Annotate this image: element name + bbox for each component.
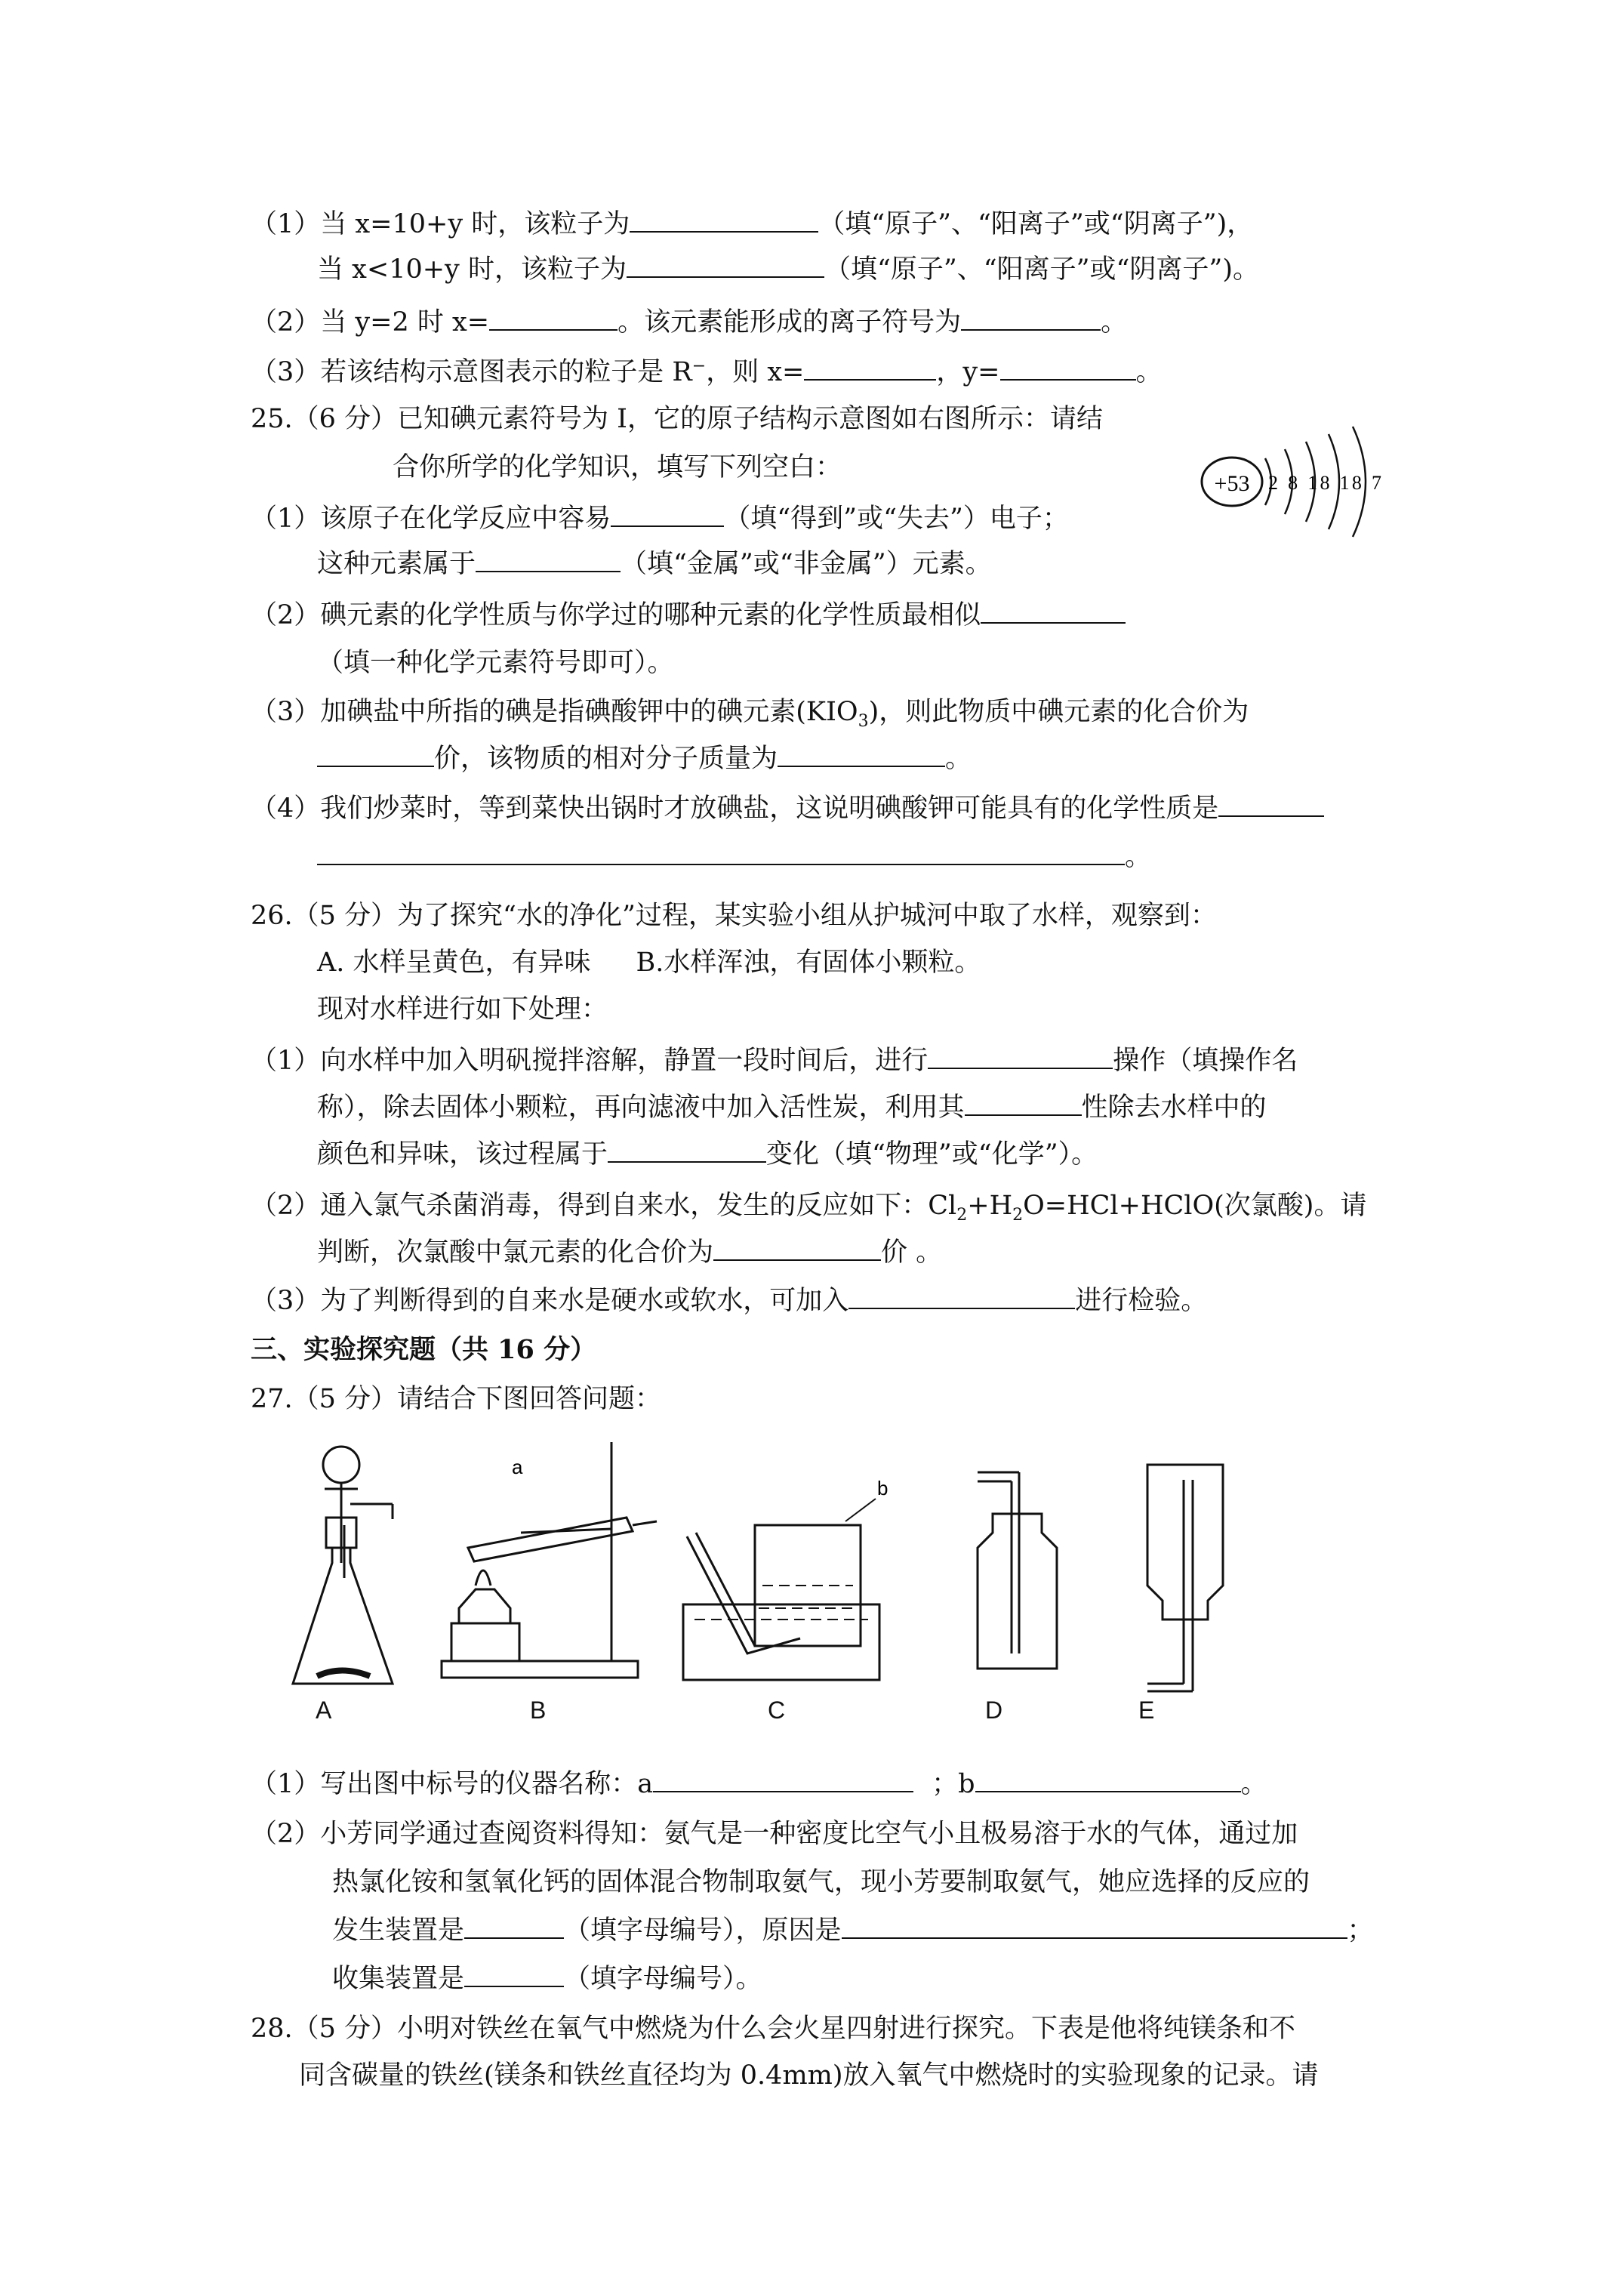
q25-part4b <box>317 840 1151 874</box>
apparatus-c-trough <box>683 1499 879 1680</box>
answer-blank[interactable] <box>928 1045 1113 1069</box>
answer-blank[interactable] <box>961 307 1101 331</box>
apparatus-label-e: E <box>1138 1697 1155 1724</box>
q26-stem: 26.（5 分）为了探究“水的净化”过程，某实验小组从护城河中取了水样，观察到： <box>251 901 1217 931</box>
answer-blank[interactable] <box>464 1963 564 1987</box>
q24-p3-text: （3）若该结构示意图表示的粒子是 R <box>251 357 692 387</box>
q25-part2b: （填一种化学元素符号即可）。 <box>317 648 674 678</box>
answer-blank[interactable] <box>842 1915 1347 1939</box>
charge-superscript: − <box>691 356 707 376</box>
q27-part1 <box>251 1767 1267 1801</box>
q26-p2b-text: 判断，次氯酸中氯元素的化合价为 <box>317 1237 714 1268</box>
answer-blank[interactable] <box>713 1237 881 1261</box>
answer-blank[interactable] <box>611 503 724 527</box>
answer-blank[interactable] <box>1000 356 1136 381</box>
iodine-atom-diagram <box>1193 419 1397 547</box>
q25-p3b-text: 价，该物质的相对分子质量为 <box>434 744 778 774</box>
answer-blank[interactable] <box>1218 793 1324 817</box>
q26-p1c-text: 颜色和异味，该过程属于 <box>317 1139 608 1170</box>
q24-p1b-hint: （填“原子”、“阳离子”或“阴离子”)。 <box>824 254 1259 285</box>
q25-p3b-end: 。 <box>945 744 972 774</box>
answer-blank[interactable] <box>965 1092 1082 1116</box>
q24-p2-mid: 。该元素能形成的离子符号为 <box>617 307 962 337</box>
apparatus-e-bottle <box>1147 1465 1223 1691</box>
q28-stem-line1: 28.（5 分）小明对铁丝在氧气中燃烧为什么会火星四射进行探究。下表是他将纯镁条和不 <box>251 2014 1296 2044</box>
q24-part3 <box>251 355 1163 390</box>
answer-blank[interactable] <box>317 743 434 767</box>
q24-p2-end: 。 <box>1101 307 1128 337</box>
marker-a: a <box>512 1456 523 1478</box>
q24-p1a-hint: （填“原子”、“阳离子”或“阴离子”)， <box>818 209 1254 239</box>
q24-p1a-text: （1）当 x=10+y 时，该粒子为 <box>251 209 630 239</box>
q25-p4b-end: 。 <box>1125 842 1152 872</box>
q27-p2d-end: （填字母编号）。 <box>564 1964 762 1994</box>
q24-p3-end: 。 <box>1135 357 1163 387</box>
q26-observation-a: A. 水样呈黄色，有异味 <box>317 948 591 978</box>
q24-p3-mid: ，则 x= <box>706 357 805 387</box>
q26-part2a <box>251 1188 1366 1223</box>
q25-p1b-hint: （填“金属”或“非金属”）元素。 <box>621 549 992 579</box>
q25-part4a <box>251 791 1324 826</box>
q27-part2c <box>332 1913 1374 1948</box>
q25-p2a-text: （2）碘元素的化学性质与你学过的哪种元素的化学性质最相似 <box>251 600 981 630</box>
q26-p1b-text: 称），除去固体小颗粒，再向滤液中加入活性炭，利用其 <box>317 1093 965 1123</box>
answer-blank[interactable] <box>317 841 1125 865</box>
q27-p2d-text: 收集装置是 <box>332 1964 465 1994</box>
q27-p2c-text: 发生装置是 <box>332 1915 465 1946</box>
q24-p3-y: ，y= <box>936 357 1000 387</box>
q24-part1a <box>251 207 1253 242</box>
q25-part1b <box>317 547 992 581</box>
q26-part1c <box>317 1137 1098 1172</box>
apparatus-d-bottle <box>978 1472 1057 1669</box>
q27-p2c-end: ； <box>1347 1915 1374 1946</box>
answer-blank[interactable] <box>975 1768 1241 1792</box>
q26-observations <box>317 945 981 980</box>
formula-subscript: 2 <box>1012 1206 1024 1225</box>
answer-blank[interactable] <box>476 548 621 572</box>
q26-p1a-end: 操作（填操作名 <box>1113 1046 1298 1076</box>
q26-part1a <box>251 1043 1298 1078</box>
q25-p3a-end: )，则此物质中碘元素的化合价为 <box>868 697 1249 727</box>
answer-blank[interactable] <box>627 254 824 278</box>
apparatus-label-c: C <box>768 1697 786 1724</box>
shell-electron-counts: 2 8 18 18 7 <box>1268 472 1381 494</box>
q27-p1-mid: ；b <box>932 1769 975 1799</box>
q26-part2b <box>317 1235 942 1270</box>
q25-part3b <box>317 741 972 776</box>
q24-part1b <box>317 252 1259 287</box>
q26-observation-b: B.水样浑浊，有固体小颗粒。 <box>636 948 981 978</box>
q24-p2-text: （2）当 y=2 时 x= <box>251 307 490 337</box>
answer-blank[interactable] <box>464 1915 564 1939</box>
formula-subscript: 2 <box>956 1206 968 1225</box>
q27-part2a: （2）小芳同学通过查阅资料得知：氨气是一种密度比空气小且极易溶于水的气体，通过加 <box>251 1819 1298 1849</box>
q24-part2 <box>251 305 1127 340</box>
q27-stem: 27.（5 分）请结合下图回答问题： <box>251 1384 662 1414</box>
apparatus-label-d: D <box>985 1697 1003 1724</box>
q25-part2a <box>251 598 1126 633</box>
answer-blank[interactable] <box>848 1285 1075 1309</box>
q25-stem-line2: 合你所学的化学知识，填写下列空白： <box>393 452 842 482</box>
answer-blank[interactable] <box>778 743 945 767</box>
apparatus-label-a: A <box>316 1697 332 1724</box>
q27-part2d <box>332 1962 762 1996</box>
formula-subscript: 3 <box>858 712 869 731</box>
q26-p3-end: 进行检验。 <box>1075 1286 1208 1316</box>
q26-treatment: 现对水样进行如下处理： <box>317 994 608 1025</box>
q26-p2b-end: 价 。 <box>881 1237 943 1268</box>
apparatus-label-b: B <box>530 1697 547 1724</box>
q25-p1a-text: （1）该原子在化学反应中容易 <box>251 504 611 534</box>
q26-p1c-end: 变化（填“物理”或“化学”）。 <box>766 1139 1098 1170</box>
q27-p1-text: （1）写出图中标号的仪器名称：a <box>251 1769 654 1799</box>
q25-stem-line1: 25.（6 分）已知碘元素符号为 I，它的原子结构示意图如右图所示：请结 <box>251 404 1104 434</box>
q26-p2a-eq1: +H <box>967 1191 1013 1221</box>
q26-part1b <box>317 1090 1267 1125</box>
q27-part2b: 热氯化铵和氢氧化钙的固体混合物制取氨气，现小芳要制取氨气，她应选择的反应的 <box>332 1867 1310 1897</box>
answer-blank[interactable] <box>804 356 936 381</box>
answer-blank[interactable] <box>608 1139 766 1163</box>
q28-stem-line2: 同含碳量的铁丝(镁条和铁丝直径均为 0.4mm)放入氧气中燃烧时的实验现象的记录。请 <box>299 2060 1319 2091</box>
q26-p1a-text: （1）向水样中加入明矾搅拌溶解，静置一段时间后，进行 <box>251 1046 929 1076</box>
q25-p1a-hint: （填“得到”或“失去”）电子； <box>724 504 1069 534</box>
answer-blank[interactable] <box>630 208 818 233</box>
section-heading: 三、实验探究题（共 16 分） <box>251 1334 597 1365</box>
q26-p3-text: （3）为了判断得到的自来水是硬水或软水，可加入 <box>251 1286 849 1316</box>
apparatus-b-heating <box>442 1442 657 1678</box>
q26-p2a-eq2: O=HCl+HClO(次氯酸)。请 <box>1023 1191 1367 1221</box>
q26-part3 <box>251 1284 1207 1318</box>
q27-p2c-mid: （填字母编号），原因是 <box>564 1915 842 1946</box>
apparatus-a-flask <box>293 1447 393 1684</box>
answer-blank[interactable] <box>653 1768 913 1792</box>
q24-p1b-text: 当 x<10+y 时，该粒子为 <box>317 254 627 285</box>
q25-part1a <box>251 501 1069 536</box>
q25-p1b-text: 这种元素属于 <box>317 549 476 579</box>
q25-p3a-text: （3）加碘盐中所指的碘是指碘酸钾中的碘元素(KIO <box>251 697 858 727</box>
answer-blank[interactable] <box>489 307 617 331</box>
q26-p2a-text: （2）通入氯气杀菌消毒，得到自来水，发生的反应如下：Cl <box>251 1191 957 1221</box>
q26-p1b-end: 性除去水样中的 <box>1081 1093 1267 1123</box>
nucleus-charge: +53 <box>1214 471 1250 496</box>
q25-part3a <box>251 695 1249 729</box>
marker-b: b <box>877 1477 888 1499</box>
apparatus-figure <box>272 1435 1230 1721</box>
q25-p4a-text: （4）我们炒菜时，等到菜快出锅时才放碘盐，这说明碘酸钾可能具有的化学性质是 <box>251 794 1219 824</box>
answer-blank[interactable] <box>981 599 1126 624</box>
q27-p1-end: 。 <box>1240 1769 1267 1799</box>
